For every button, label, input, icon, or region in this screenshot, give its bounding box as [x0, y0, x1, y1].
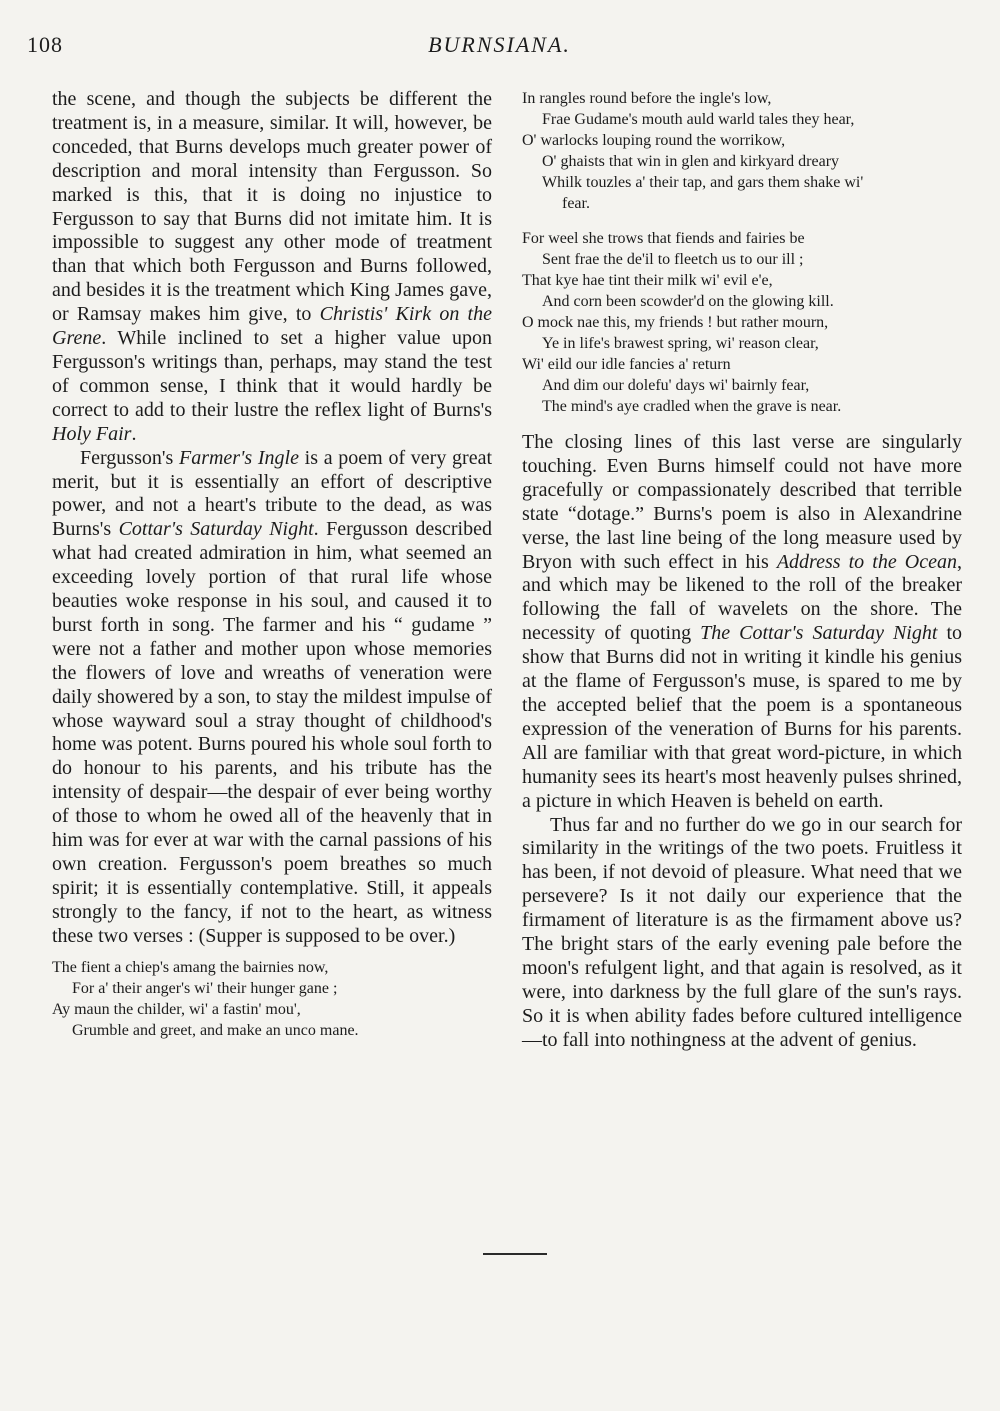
- poem-line: Sent frae the de'il to fleetch us to our ill ;: [542, 251, 804, 268]
- poem-line: And dim our dolefu' days wi' bairnly fear,: [542, 377, 810, 394]
- poem-line: fear.: [562, 195, 590, 212]
- paragraph: The closing lines of this last verse are singularly touching. Even Burns himself could not have more gracefully or compassionately described that terrible state “dotage.” Burns's poem is also in Alexandrine verse, the last line being of the long measure used by Bryon with such effect in his Address to the Ocean, and which may be likened to the roll of the breaker following the fall of wavelets on the shore. The necessity of quoting The Cottar's Saturday Night to show that Burns did not in writing it kindle his genius at the flame of Fergusson's muse, is spared to me by the accepted belief that the poem is a spontaneous expression of the veneration of Burns for his parents. All are familiar with that great word-picture, in which humanity sees its heart's most heavenly pulses shrined, a picture in which Heaven is beheld on earth.: [522, 431, 962, 812]
- work-title: Holy Fair: [52, 422, 132, 445]
- poem-line: For weel she trows that fiends and fairies be: [522, 230, 805, 247]
- running-title: BURNSIANA.: [428, 32, 571, 57]
- poem-quote: [52, 957, 492, 1041]
- poem-line: Frae Gudame's mouth auld warld tales they hear,: [542, 111, 855, 128]
- poem-line: Grumble and greet, and make an unco mane.: [72, 1021, 359, 1039]
- poem-line: In rangles round before the ingle's low,: [522, 90, 772, 107]
- work-title: Christis' Kirk on the Grene: [52, 303, 492, 350]
- poem-line: For a' their anger's wi' their hunger gane ;: [72, 979, 338, 997]
- poem-line: O' warlocks louping round the worrikow,: [522, 132, 786, 149]
- poem-line: And corn been scowder'd on the glowing kill.: [542, 293, 834, 310]
- poem-line: Ye in life's brawest spring, wi' reason clear,: [542, 335, 819, 352]
- left-column: [52, 88, 492, 1041]
- page-header: [27, 32, 972, 62]
- page-number: 108: [27, 32, 63, 57]
- paragraph: Thus far and no further do we go in our search for similarity in the writings of the two poets. Fruitless it has been, if not devoid of pleasure. What need that we persevere? Is it not daily our experience that the firmament of literature is as the firmament above us? The bright stars of the early evening pale before the moon's refulgent light, and that again is resolved, as it were, into darkness by the full glare of the sun's rays. So it is when ability fades before cultured intelligence—to fall into nothingness at the advent of genius.: [522, 813, 962, 1051]
- poem-line: Ay maun the childer, wi' a fastin' mou',: [52, 1000, 301, 1018]
- poem-line: Whilk touzles a' their tap, and gars them shake wi': [542, 174, 864, 191]
- poem-line: Wi' eild our idle fancies a' return: [522, 356, 731, 373]
- paragraph: the scene, and though the subjects be different the treatment is, in a measure, similar. It will, however, be conceded, that Burns develops much greater power of description and moral intensity than Fergusson. So marked is this, that it is doing no injustice to Fergusson to say that Burns did not imitate him. It is impossible to suggest any other mode of treatment than that which both Fergusson and Burns followed, and besides it is the treatment which King James gave, or Ramsay makes him give, to Christis' Kirk on the Grene. While inclined to set a higher value upon Fergusson's writings than, perhaps, may stand the test of common sense, I think that it would hardly be correct to add to their lustre the reflex light of Burns's Holy Fair.: [52, 88, 492, 445]
- poem-line: O' ghaists that win in glen and kirkyard dreary: [542, 153, 840, 170]
- end-rule: [483, 1253, 547, 1255]
- paragraph: Fergusson's Farmer's Ingle is a poem of very great merit, but it is essentially an effort of descriptive power, and not a heart's tribute to the dead, as was Burns's Cottar's Saturday Night. Fergusson described what had created admiration in him, what seemed an exceeding lovely portion of that rural life whose beauties woke response in his soul, and caused it to burst forth in song. The farmer and his “ gudame ” were not a father and mother upon whose memories the flowers of love and wreaths of veneration were daily showered by a son, to stay the mildest impulse of whose wayward soul a stray thought of childhood's home was potent. Burns poured his whole soul forth to do honour to his parents, and his tribute has the intensity of despair—the despair of ever being worthy of those to whom he owed all of the heavenly that in him was for ever at war with the carnal passions of his own creation. Fergusson's poem breathes so much spirit; it is essentially contemplative. Still, it appeals strongly to the fancy, if not to the heart, as witness these two verses : (Supper is supposed to be over.): [52, 446, 493, 947]
- work-title: Cottar's Saturday Night: [118, 518, 314, 541]
- work-title: The Cottar's Saturday Night: [700, 622, 938, 645]
- work-title: Address to the Ocean: [776, 550, 957, 573]
- poem-stanza: [522, 88, 962, 214]
- poem-line: The fient a chiep's amang the bairnies now,: [52, 958, 329, 976]
- poem-line: The mind's aye cradled when the grave is near.: [542, 398, 842, 415]
- poem-stanza: [522, 228, 962, 417]
- poem-line: That kye hae tint their milk wi' evil e'e,: [522, 272, 773, 289]
- right-column: [522, 88, 962, 1053]
- work-title: Farmer's Ingle: [178, 446, 299, 469]
- poem-line: O mock nae this, my friends ! but rather mourn,: [522, 314, 829, 331]
